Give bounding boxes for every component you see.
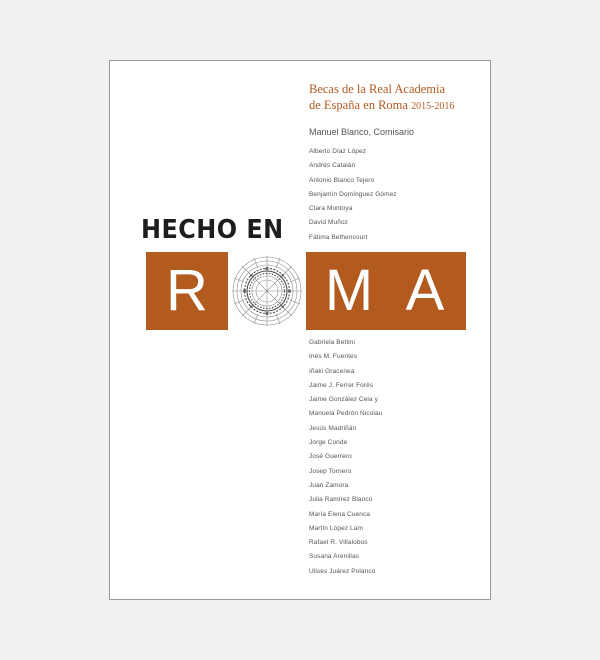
artist-name: Susana Arenillas — [309, 553, 360, 561]
artist-name: Julia Ramírez Blanco — [309, 496, 373, 504]
subtitle-line-2 — [309, 97, 454, 115]
title-letter-r: R — [166, 258, 208, 323]
artist-name: Fátima Bethencourt — [309, 233, 368, 241]
artist-name: María Elena Cuenca — [309, 510, 371, 518]
title-bar-right — [306, 252, 466, 330]
artist-name: Rafael R. Villalobos — [309, 539, 368, 547]
artist-name: Jorge Conde — [309, 439, 348, 447]
artist-name: Jaime González Cela y — [309, 396, 378, 404]
artist-name: Josep Tornero — [309, 467, 352, 475]
title-hecho-en: HECHO EN — [141, 215, 284, 245]
artist-name: Juan Zamora — [309, 481, 349, 489]
curator-credit: Manuel Blanco, Comisario — [309, 127, 415, 137]
subtitle-line-2-text: de España en Roma — [309, 98, 408, 112]
artist-name: Andrés Catalán — [309, 162, 356, 170]
subtitle-years: 2015-2016 — [411, 101, 455, 112]
artist-name: Clara Montoya — [309, 205, 353, 213]
artist-name: Gabriela Bettini — [309, 339, 356, 346]
colosseum-plan-icon — [228, 252, 306, 330]
artist-name: Benjamín Domínguez Gómez — [309, 190, 397, 198]
artist-list-top — [309, 145, 397, 245]
artist-name: Iñaki Gracenea — [309, 367, 355, 375]
artist-name: Ulises Juárez Polanco — [309, 567, 376, 575]
title-letter-m: M — [324, 258, 374, 323]
artist-name: Inés M. Fuentes — [309, 353, 358, 361]
title-bar-left — [146, 252, 228, 330]
artist-name: Jesús Madriñán — [309, 424, 357, 432]
artist-name: Manuela Pedrón Nicolau — [309, 410, 383, 418]
cover-subtitle — [309, 81, 454, 115]
artist-name: David Muñoz — [309, 219, 349, 227]
artist-name: José Guerrero — [309, 453, 352, 461]
artist-name: Jaime J. Ferrer Forés — [309, 381, 374, 389]
book-cover — [109, 60, 491, 600]
artist-name: Alberto Díaz López — [309, 148, 367, 155]
artist-name: Martín López Lam — [309, 524, 363, 532]
title-letter-a: A — [405, 258, 445, 323]
subtitle-line-1: Becas de la Real Academia — [309, 82, 446, 96]
artist-name: Antonio Blanco Tejero — [309, 176, 375, 184]
artist-list-bottom — [309, 336, 382, 579]
